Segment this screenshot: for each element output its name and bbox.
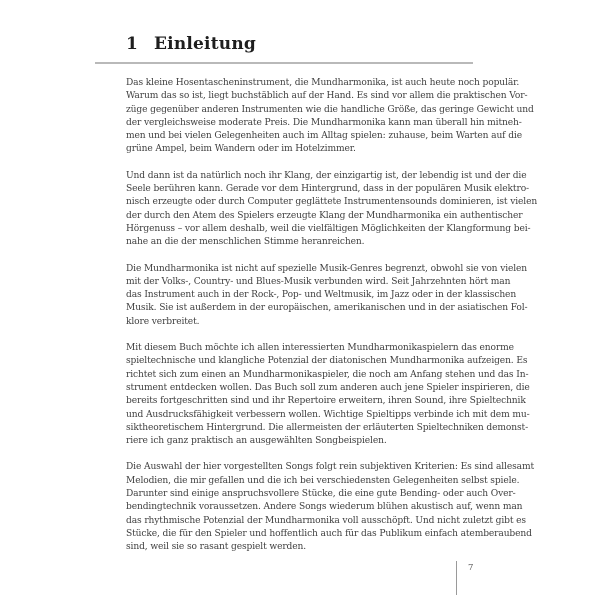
body-text <box>126 77 538 568</box>
text-line: klore verbreitet. <box>126 316 200 327</box>
text-line: der durch den Atem des Spielers erzeugte Klang der Mundharmonika ein authentischer <box>126 210 523 221</box>
text-line: das rhythmische Potenzial der Mundharmonika voll ausschöpft. Und nicht zuletzt gibt es <box>126 515 526 526</box>
chapter-heading <box>126 34 256 54</box>
text-line: Melodien, die mir gefallen und die ich bei verschiedensten Gelegenheiten selbst spiele. <box>126 475 520 486</box>
paragraph <box>126 170 538 250</box>
text-line: Mit diesem Buch möchte ich allen interessierten Mundharmonikaspielern das enorme <box>126 343 514 354</box>
paragraph <box>126 342 530 448</box>
text-line: Musik. Sie ist außerdem in der europäischen, amerikanischen und in der asiatischen Fol- <box>126 303 528 314</box>
text-line: und Ausdrucksfähigkeit verbessern wollen. Wichtige Spieltipps verbinde ich mit dem mu- <box>126 409 530 420</box>
page-number: 7 <box>468 563 474 573</box>
text-line: mit der Volks-, Country- und Blues-Musik verbunden wird. Seit Jahrzehnten hört man <box>126 276 511 287</box>
text-line: nisch erzeugte oder durch Computer geglättete Instrumentensounds dominieren, ist vielen <box>126 197 538 208</box>
paragraph <box>126 461 534 554</box>
text-line: Und dann ist da natürlich noch ihr Klang, der einzigartig ist, der lebendig ist und der die <box>126 170 527 181</box>
text-line: bereits fortgeschritten sind und ihr Repertoire erweitern, ihren Sound, ihre Spieltechnik <box>126 396 526 407</box>
paragraph <box>126 263 528 329</box>
text-line: Die Auswahl der hier vorgestellten Songs folgt rein subjektiven Kriterien: Es sind allesamt <box>126 462 534 473</box>
footer-divider <box>456 561 457 595</box>
heading-divider <box>95 62 473 64</box>
text-line: züge gegenüber anderen Instrumenten wie die handliche Größe, das geringe Gewicht und <box>126 104 534 115</box>
text-line: Stücke, die für den Spieler und hoffentlich auch für das Publikum einfach atemberaubend <box>126 528 532 539</box>
paragraph <box>126 77 534 157</box>
text-line: strument entdecken wollen. Das Buch soll zum anderen auch jene Spieler inspirieren, die <box>126 382 530 393</box>
text-line: Warum das so ist, liegt buchstäblich auf der Hand. Es sind vor allem die praktischen Vor- <box>126 91 528 102</box>
text-line: riere ich ganz praktisch an ausgewählten Songbeispielen. <box>126 436 387 447</box>
text-line: der vergleichsweise moderate Preis. Die Mundharmonika kann man überall hin mitneh- <box>126 117 522 128</box>
text-line: bendingtechnik voraussetzen. Andere Songs wiederum blühen akustisch auf, wenn man <box>126 502 523 513</box>
text-line: Hörgenuss – vor allem deshalb, weil die vielfältigen Möglichkeiten der Klangformung bei- <box>126 223 531 234</box>
text-line: Seele berühren kann. Gerade vor dem Hintergrund, dass in der populären Musik elektro- <box>126 184 529 195</box>
text-line: sind, weil sie so rasant gespielt werden. <box>126 542 307 553</box>
text-line: Darunter sind einige anspruchsvollere Stücke, die eine gute Bending- oder auch Over- <box>126 489 516 500</box>
chapter-number: 1 <box>126 34 139 54</box>
text-line: spieltechnische und klangliche Potenzial der diatonischen Mundharmonika aufzeigen. Es <box>126 356 528 367</box>
text-line: men und bei vielen Gelegenheiten auch im Alltag spielen: zuhause, beim Warten auf die <box>126 131 522 142</box>
text-line: das Instrument auch in der Rock-, Pop- und Weltmusik, im Jazz oder in der klassischen <box>126 290 517 301</box>
text-line: siktheoretischem Hintergrund. Die allermeisten der erläuterten Spieltechniken demonst- <box>126 422 529 433</box>
text-line: Die Mundharmonika ist nicht auf spezielle Musik-Genres begrenzt, obwohl sie von vielen <box>126 263 528 274</box>
chapter-title: Einleitung <box>154 34 256 54</box>
text-line: Das kleine Hosentascheninstrument, die Mundharmonika, ist auch heute noch populär. <box>126 78 520 88</box>
text-line: nahe an die der menschlichen Stimme heranreichen. <box>126 237 365 248</box>
text-line: grüne Ampel, beim Wandern oder im Hotelzimmer. <box>126 144 356 155</box>
text-line: richtet sich zum einen an Mundharmonikaspieler, die noch am Anfang stehen und das In- <box>126 369 529 380</box>
